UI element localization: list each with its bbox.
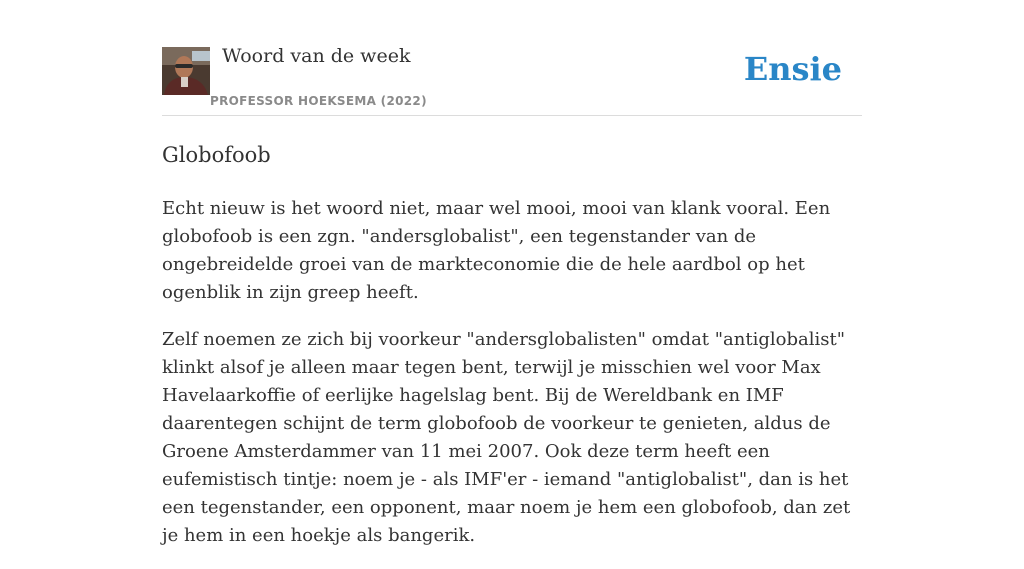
- section-title[interactable]: Woord van de week: [222, 45, 411, 67]
- author-byline[interactable]: PROFESSOR HOEKSEMA (2022): [210, 94, 427, 108]
- avatar[interactable]: [162, 47, 210, 95]
- article: [162, 140, 866, 569]
- article-paragraph-2: Zelf noemen ze zich bij voorkeur "andersglobalisten" omdat "antiglobalist" klinkt alsof je alleen maar tegen bent, terwijl je misschien wel voor Max Havelaarkoffie of eerlijke hagelslag bent. Bij de Wereldbank en IMF daarentegen schijnt de term globofoob de voorkeur te genieten, aldus de Groene Amsterdammer van 11 mei 2007. Ook deze term heeft een eufemistisch tintje: noem je - als IMF'er - iemand "antiglobalist", dan is het een tegenstander, een opponent, maar noem je hem een globofoob, dan zet je hem in een hoekje als bangerik.: [162, 329, 851, 546]
- article-paragraph-1: Echt nieuw is het woord niet, maar wel mooi, mooi van klank vooral. Een globofoob is een zgn. "andersglobalist", een tegenstander van de ongebreidelde groei van de markteconomie die de hele aardbol op het ogenblik in zijn greep heeft.: [162, 198, 831, 303]
- header: [162, 0, 862, 116]
- entry-title: Globofoob: [162, 143, 271, 167]
- person-photo-icon: [162, 47, 210, 95]
- ensie-logo[interactable]: Ensie: [743, 50, 842, 88]
